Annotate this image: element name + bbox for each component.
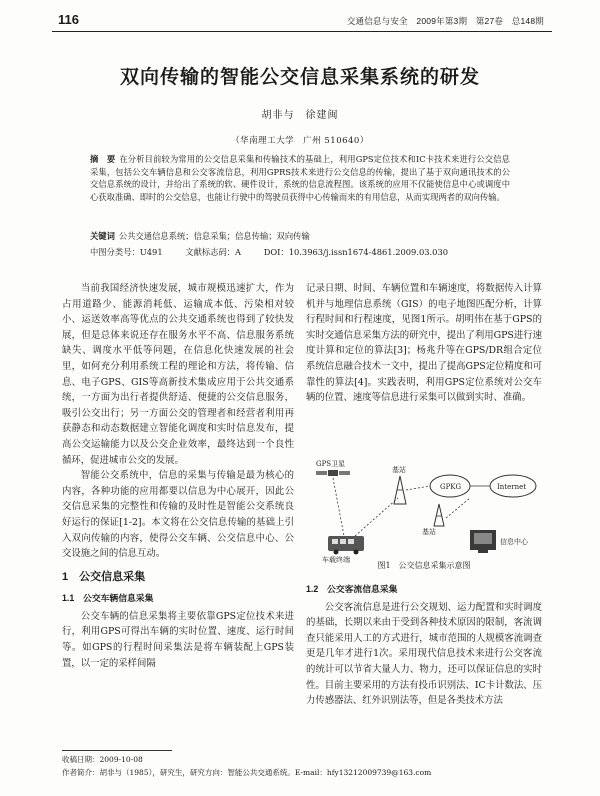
intro-paragraph-1: 当前我国经济快速发展，城市规模迅速扩大，作为占用道路少、能源消耗低、运输成本低、污染相对较小、运送效率高等优点的公共交通系统也得到了较快发展，但是总体来说还存在服务水平不高、信息服务系统缺失、调度水平低等问题，在信息化快速发展的社会里，如何充分利用系统工程的理论和方法，将传输、信息、电子GPS、GIS等高新技术集成应用于公共交通系统，一方面为出行者提供舒适、便捷的公交信息服务，吸引公交出行；另一方面公交的管理者和经营者利用再获静态和动态数据建立智能化调度和实时信息发布，提高公交运输能力以及公交企业效率，最终达到一个良性循环，促进城市公交的发展。 (62, 283, 294, 466)
base-station-left-label: 基站 (392, 466, 406, 474)
header-divider (52, 31, 552, 32)
keywords (90, 230, 510, 242)
figure-1-caption: 图1 公交信息采集示意图 (377, 561, 471, 570)
base-station-right-icon (434, 504, 444, 526)
abstract-text: 在分析目前较为常用的公交信息采集和传输技术的基础上，利用GPS定位技术和IC卡技术来进行公交信息采集，包括公交车辆信息和公交客流信息，利用GPRS技术来进行公交信息的传输，提出了基于双向通讯技术的公交信息系统的设计，并给出了系统的软、硬件设计，系统的信息流程图。该系统的应用不仅能使信息中心或调度中心获取准确、即时的公交信息，也能让行驶中的驾驶员获得中心传输而来的有用信息，从而实现两者的双向传输。 (90, 154, 510, 202)
received-date: 收稿日期：2009-10-08 (62, 755, 143, 764)
right-column-bottom (306, 580, 542, 709)
subsection-1-2-heading: 1.2 公交客流信息采集 (306, 584, 398, 594)
abstract (90, 153, 510, 203)
paper-title: 双向传输的智能公交信息采集系统的研发 (119, 66, 480, 88)
vehicle-link-line (355, 498, 398, 536)
doc-code: 文献标志码：A (185, 247, 242, 257)
right-paragraph-1: 记录日期、时间、车辆位置和车辆速度，将数据传入计算机并与地理信息系统（GIS）的电子地图匹配分析，计算行程时间和行程速度，见图1所示。胡明伟在基于GPS的实时交通信息采集方法的研究中，提出了利用GPS进行速度计算和定位的算法[3]；杨兆升等在GPS/DR组合定位系统信息融合技术一文中，提出了提高GPS定位精度和可靠性的算法[4]。实践表明，利用GPS定位系统对公交车辆的位置、速度等信息进行采集可以做到实时、准确。 (306, 283, 542, 404)
station-link-line (406, 486, 430, 490)
info-center-label: 信息中心 (500, 538, 528, 546)
authors: 胡非与 徐建闽 (261, 110, 339, 121)
base-station-left-icon (394, 476, 406, 504)
return-link-line (446, 498, 470, 518)
internet-label: Internet (497, 483, 527, 491)
gps-satellite-icon (316, 470, 350, 476)
info-center-icon (470, 530, 496, 553)
subsection-1-1-heading: 1.1 公交车辆信息采集 (62, 593, 154, 604)
journal-header: 交通信息与安全 2009年第3期 第27卷 总148期 (346, 16, 544, 26)
keywords-label: 关键词 (90, 231, 115, 241)
gpkg-label: GPKG (440, 483, 462, 491)
footnote-divider (62, 750, 172, 751)
clc-number: 中图分类号：U491 (90, 247, 163, 257)
author-bio: 作者简介：胡非与（1985），研究生，研究方向：智能公共交通系统。E-mail：hfy13212009739@163.com (62, 768, 432, 777)
intro-paragraph-2: 智能公交系统中，信息的采集与传输是最为核心的内容，各种功能的应用都要以信息为中心展开，因此公交信息采集的完整性和传输的及时性是智能公交系统良好运行的保证[1-2]。本文将在公交信息传输的基础上引入双向传输的内容，使得公交车辆、公交信息中心、公交设施之间的信息互动。 (62, 470, 294, 560)
abstract-label: 摘 要 (90, 154, 116, 164)
base-station-right-label: 基站 (422, 528, 436, 536)
subsection-1-1-text: 公交车辆的信息采集将主要依靠GPS定位技术来进行，利用GPS可得出车辆的实时位置、速度、运行时间等。如GPS的行程时间采集法是将车辆装配上GPS装置，以一定的采样间隔 (62, 610, 294, 669)
section-1-heading: 1 公交信息采集 (62, 570, 146, 583)
left-column (62, 281, 294, 671)
vehicle-terminal-label: 车载终端 (322, 556, 350, 564)
keywords-text: 公共交通信息系统；信息采集；信息传输；双向传输 (118, 231, 310, 241)
gps-satellite-label: GPS卫星 (316, 460, 346, 468)
bus-icon (328, 536, 364, 555)
affiliation: （华南理工大学 广州 510640） (231, 136, 369, 146)
subsection-1-2-text: 公交客流信息是进行公交规划、运力配置和实时调度的基础，长期以来由于受到各种技术原因的限制，客流调查只能采用人工的方式进行，城市范围的人规模客流调查更是几年才进行1次。采用现代信息技术来进行公交客流的统计可以节省大量人力、物力，还可以保证信息的实时性。目前主要采用的方法有投币识别法、IC卡计数法、压力传感器法、红外识别法等，但是各类技术方法 (306, 601, 542, 707)
figure-1-diagram (310, 458, 540, 564)
right-column-top (306, 281, 542, 406)
page-number: 116 (58, 12, 79, 27)
classification-line (90, 246, 530, 258)
gps-signal-line (333, 478, 344, 536)
doi: DOI：10.3963/j.issn1674-4861.2009.03.030 (263, 247, 448, 257)
